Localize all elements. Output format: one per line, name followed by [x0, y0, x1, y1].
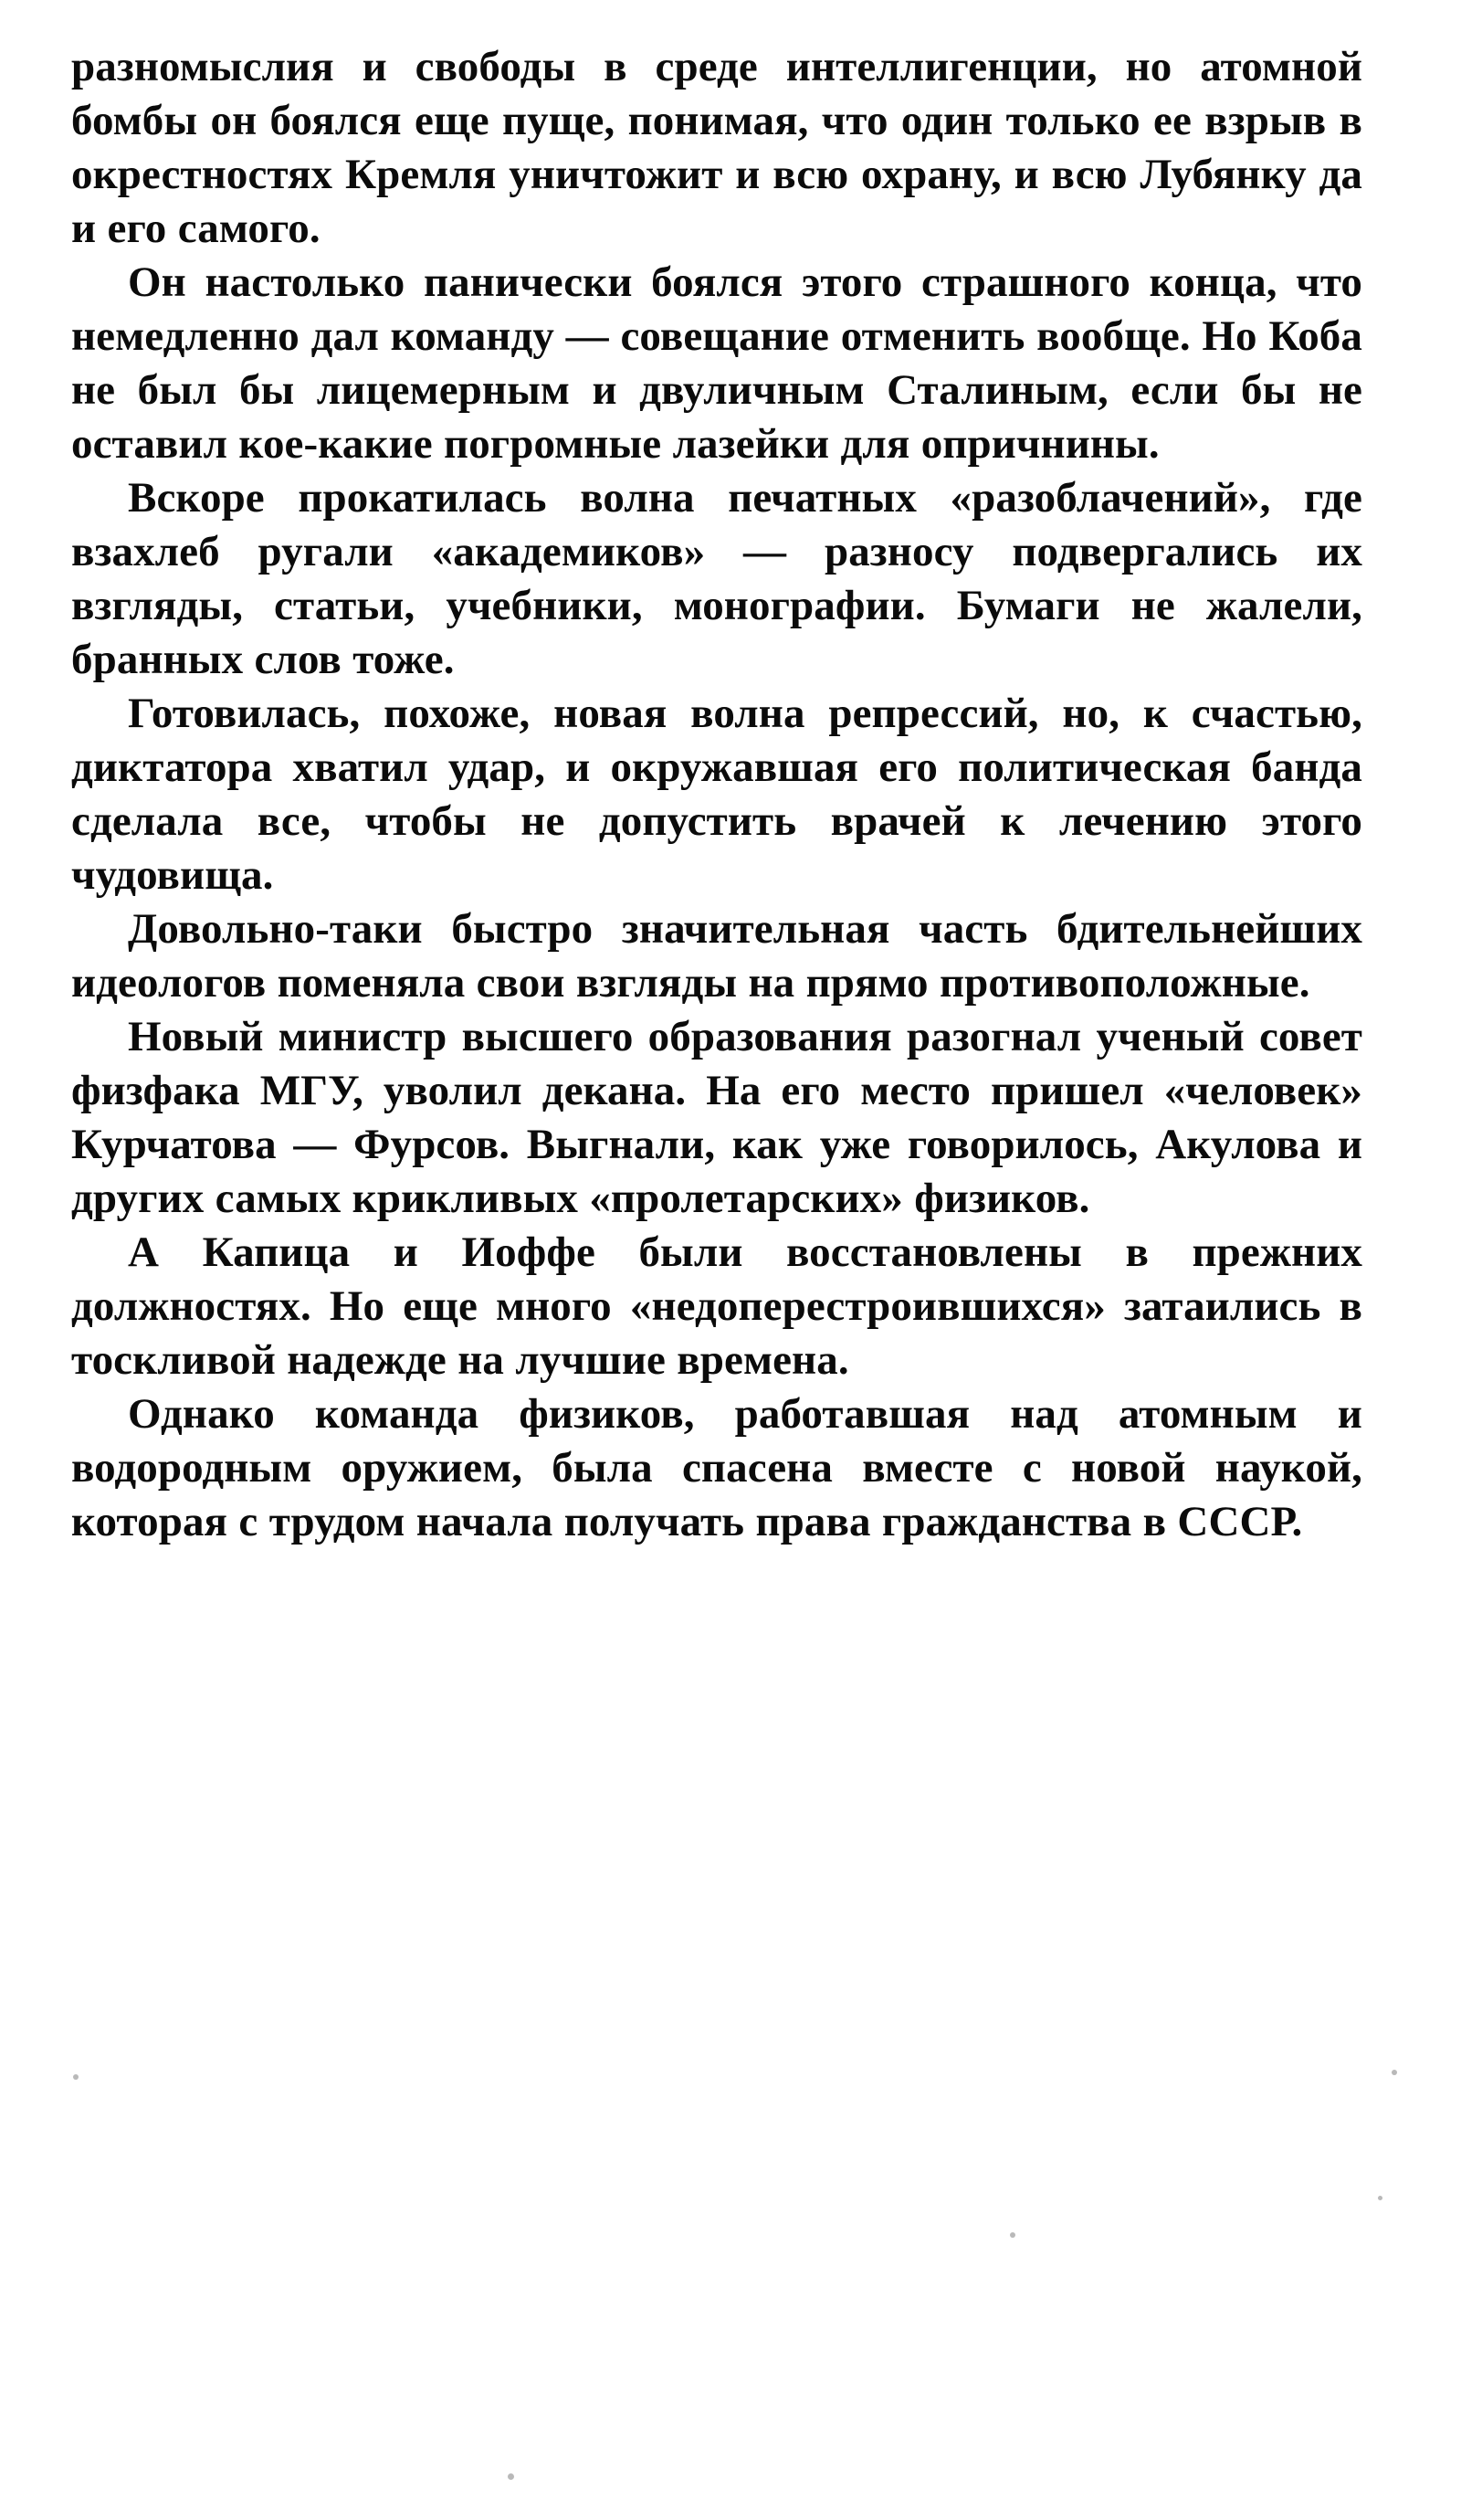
- paragraph-2: Он настолько панически боялся этого страшного конца, что немедленно дал команду — совещание отменить вообще. Но Коба не был бы лицемерным и двуличным Сталиным, если бы не оставил кое-какие погромные лазейки для опричнины.: [71, 258, 1362, 468]
- scan-speckle: [1392, 2070, 1397, 2075]
- scan-speckle: [73, 2074, 79, 2080]
- paragraph-3: Вскоре прокатилась волна печатных «разоблачений», где взахлеб ругали «академиков» — разносу подвергались их взгляды, статьи, учебники, монографии. Бумаги не жалели, бранных слов тоже.: [71, 474, 1362, 683]
- paragraph-5: Довольно-таки быстро значительная часть бдительнейших идеологов поменяла свои взгляды на прямо противоположные.: [71, 905, 1362, 1007]
- scan-speckle: [1378, 2196, 1382, 2200]
- scan-speckle: [1010, 2232, 1015, 2238]
- paragraph-7: А Капица и Иоффе были восстановлены в прежних должностях. Но еще много «недоперестроившихся» затаились в тоскливой надежде на лучшие времена.: [71, 1228, 1362, 1384]
- paragraph-1: разномыслия и свободы в среде интеллигенции, но атомной бомбы он боялся еще пуще, понимая, что один только ее взрыв в окрестностях Кремля уничтожит и всю охрану, и всю Лубянку да и его самого.: [71, 43, 1362, 252]
- page-body-text: [71, 40, 1362, 1549]
- scan-speckle: [508, 2473, 514, 2480]
- paragraph-8: Однако команда физиков, работавшая над атомным и водородным оружием, была спасена вместе с новой наукой, которая с трудом начала получать права гражданства в СССР.: [71, 1390, 1362, 1545]
- paragraph-6: Новый министр высшего образования разогнал ученый совет физфака МГУ, уволил декана. На его место пришел «человек» Курчатова — Фурсов. Выгнали, как уже говорилось, Акулова и других самых крикливых «пролетарских» физиков.: [71, 1013, 1362, 1222]
- paragraph-4: Готовилась, похоже, новая волна репрессий, но, к счастью, диктатора хватил удар, и окружавшая его политическая банда сделала все, чтобы не допустить врачей к лечению этого чудовища.: [71, 690, 1362, 899]
